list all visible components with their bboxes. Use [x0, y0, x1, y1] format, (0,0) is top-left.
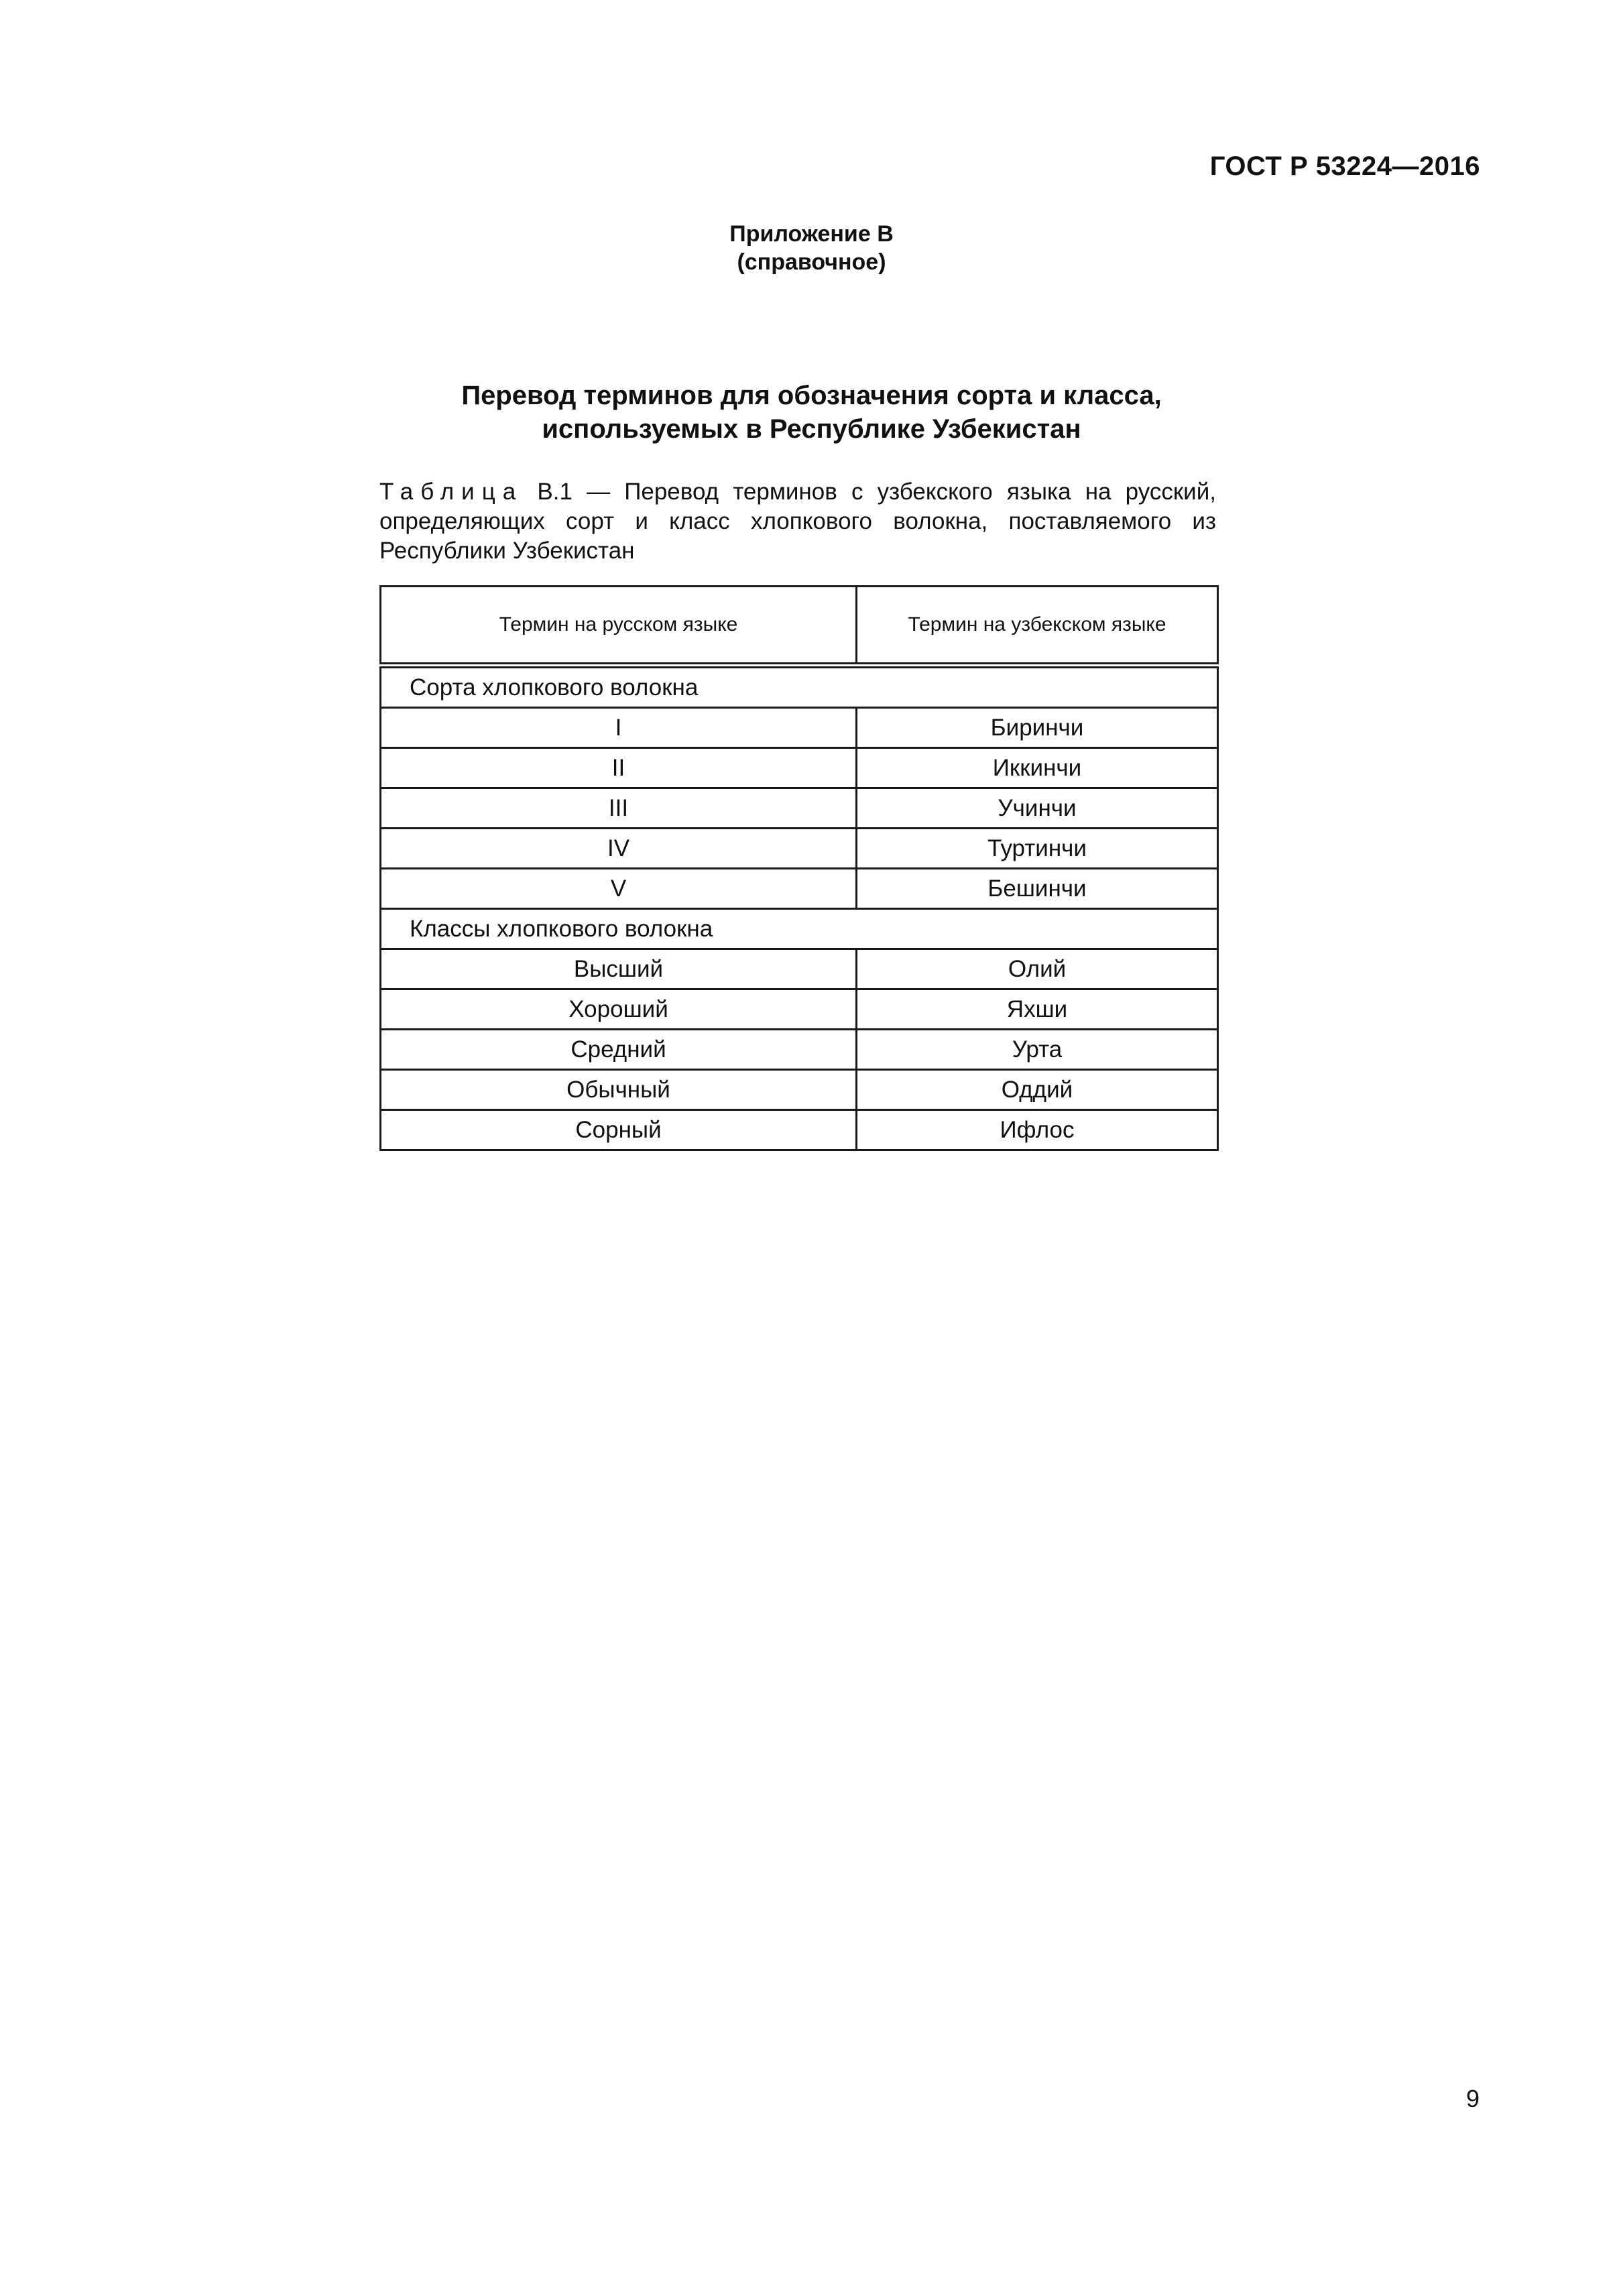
cell-uzbek-term: Ифлос [857, 1110, 1218, 1150]
table-row [381, 1110, 1218, 1150]
table-row [381, 989, 1218, 1030]
cell-russian-term: I [381, 708, 857, 748]
cell-uzbek-term: Оддий [857, 1070, 1218, 1110]
cell-uzbek-term: Урта [857, 1030, 1218, 1070]
table-row [381, 788, 1218, 829]
cell-russian-term: III [381, 788, 857, 829]
cell-russian-term: Высший [381, 949, 857, 989]
cell-uzbek-term: Туртинчи [857, 829, 1218, 869]
section-heading [0, 379, 1623, 446]
table-header-row [381, 587, 1218, 666]
group-title-classes: Классы хлопкового волокна [381, 909, 1218, 949]
header-cell-uzbek: Термин на узбекском языке [857, 587, 1218, 666]
cell-uzbek-term: Учинчи [857, 788, 1218, 829]
terms-table [379, 585, 1219, 1151]
cell-uzbek-term: Биринчи [857, 708, 1218, 748]
table-row [381, 748, 1218, 788]
appendix-title-block [0, 220, 1623, 276]
cell-uzbek-term: Олий [857, 949, 1218, 989]
appendix-title: Приложение В [729, 221, 894, 247]
section-heading-line-2: используемых в Республике Узбекистан [542, 414, 1081, 444]
table-caption [379, 477, 1216, 566]
cell-uzbek-term: Бешинчи [857, 869, 1218, 909]
table-row [381, 949, 1218, 989]
table-group-row [381, 666, 1218, 708]
cell-uzbek-term: Яхши [857, 989, 1218, 1030]
section-heading-line-1: Перевод терминов для обозначения сорта и класса, [461, 381, 1162, 410]
document-code: ГОСТ Р 53224—2016 [1209, 152, 1480, 181]
header-cell-russian: Термин на русском языке [381, 587, 857, 666]
cell-russian-term: Хороший [381, 989, 857, 1030]
page-number: 9 [1465, 2085, 1480, 2112]
cell-russian-term: Средний [381, 1030, 857, 1070]
table-caption-text: В.1 — Перевод терминов с узбекского языка на русский, определяющих сорт и класс хлопкового волокна, поставляемого из Республики Узбекистан [379, 479, 1216, 564]
appendix-type: (справочное) [737, 249, 886, 275]
table-group-row [381, 909, 1218, 949]
terms-table-body [381, 587, 1218, 1150]
group-title-grades: Сорта хлопкового волокна [381, 666, 1218, 708]
cell-russian-term: Обычный [381, 1070, 857, 1110]
table-row [381, 829, 1218, 869]
table-row [381, 1030, 1218, 1070]
cell-russian-term: Сорный [381, 1110, 857, 1150]
table-row [381, 708, 1218, 748]
cell-uzbek-term: Иккинчи [857, 748, 1218, 788]
table-caption-label: Таблица [379, 479, 524, 505]
cell-russian-term: II [381, 748, 857, 788]
cell-russian-term: IV [381, 829, 857, 869]
table-row [381, 1070, 1218, 1110]
cell-russian-term: V [381, 869, 857, 909]
table-row [381, 869, 1218, 909]
